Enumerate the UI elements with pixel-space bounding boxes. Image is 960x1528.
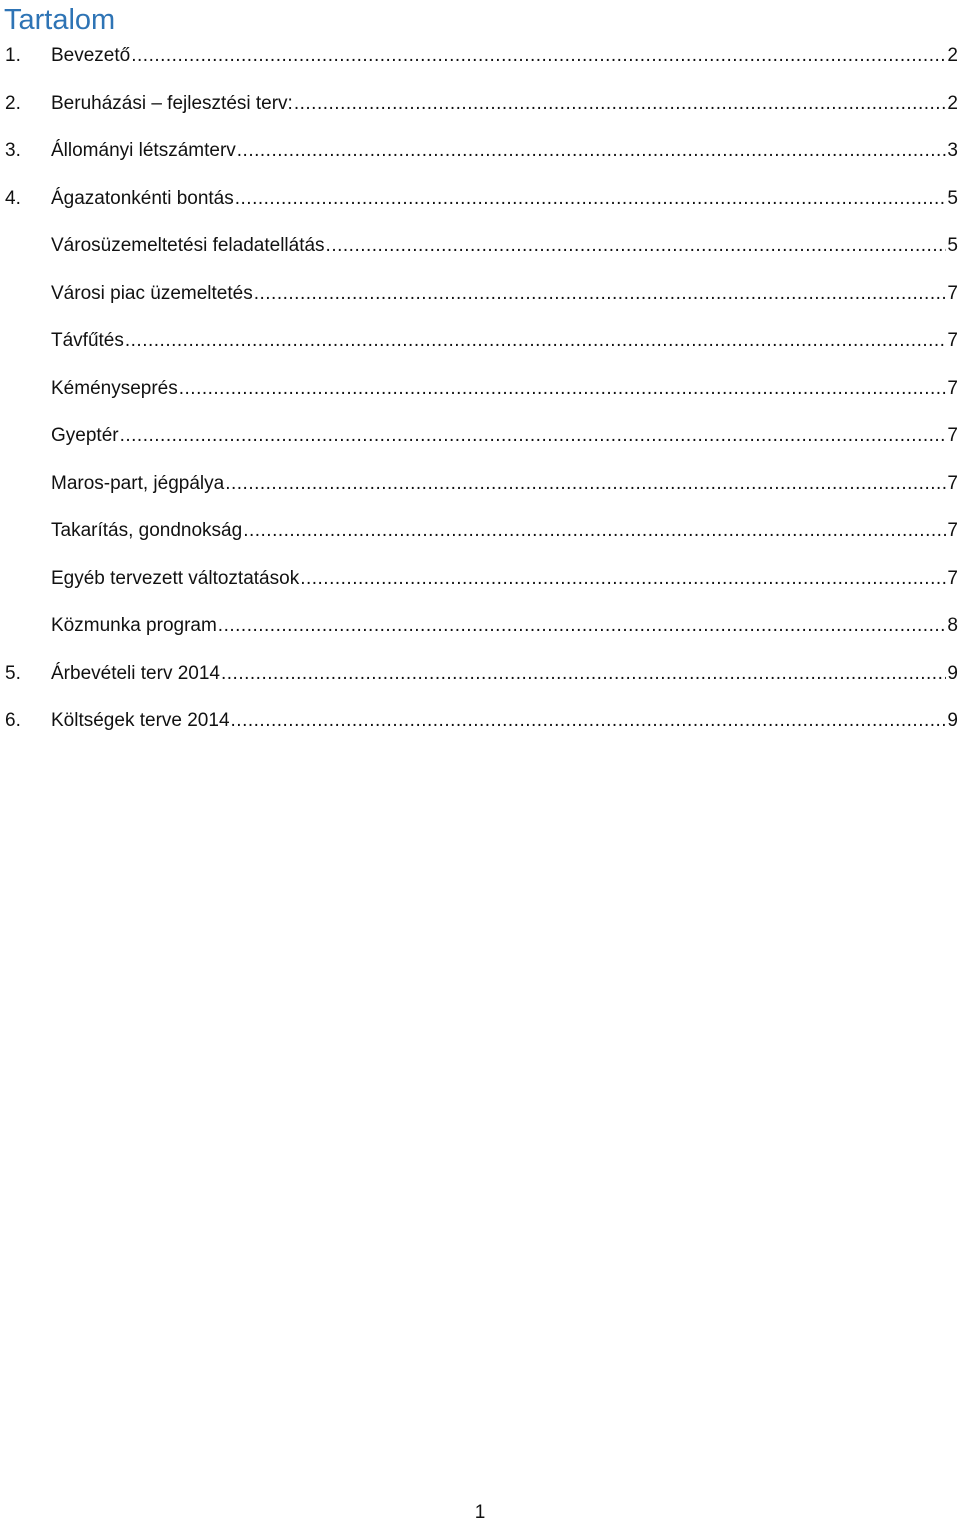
page-number: 1 bbox=[474, 1502, 486, 1523]
toc-entry-label: Távfűtés bbox=[51, 330, 124, 351]
toc-entry[interactable] bbox=[0, 231, 960, 261]
toc-dot-leader bbox=[225, 469, 946, 499]
toc-dot-leader bbox=[218, 611, 947, 641]
toc-entry-page: 7 bbox=[947, 330, 958, 351]
toc-entry-page: 3 bbox=[947, 140, 958, 161]
toc-entry-page: 9 bbox=[947, 710, 958, 731]
toc-entry-page: 7 bbox=[947, 568, 958, 589]
toc-entry-page: 7 bbox=[947, 378, 958, 399]
toc-entry[interactable] bbox=[0, 706, 960, 736]
toc-title: Tartalom bbox=[4, 4, 116, 36]
toc-dot-leader bbox=[231, 706, 947, 736]
toc-entry[interactable] bbox=[0, 469, 960, 499]
toc-entry[interactable] bbox=[0, 611, 960, 641]
toc-entry-number: 5. bbox=[5, 663, 21, 684]
toc-entry-label: Egyéb tervezett változtatások bbox=[51, 568, 300, 589]
toc-entry-page: 8 bbox=[947, 615, 958, 636]
toc-dot-leader bbox=[131, 41, 946, 71]
toc-dot-leader bbox=[179, 374, 947, 404]
toc-entry-label: Állományi létszámterv bbox=[51, 140, 236, 161]
toc-entry-number: 6. bbox=[5, 710, 21, 731]
toc-entry-label: Városi piac üzemeltetés bbox=[51, 283, 253, 304]
toc-entry-page: 7 bbox=[947, 283, 958, 304]
toc-entry-label: Ágazatonkénti bontás bbox=[51, 188, 234, 209]
toc-entry-label: Gyeptér bbox=[51, 425, 119, 446]
toc-entry-page: 7 bbox=[947, 425, 958, 446]
toc-dot-leader bbox=[221, 659, 946, 689]
toc-dot-leader bbox=[326, 231, 947, 261]
toc-entry-page: 5 bbox=[947, 188, 958, 209]
toc-entry-label: Városüzemeltetési feladatellátás bbox=[51, 235, 325, 256]
toc-dot-leader bbox=[120, 421, 947, 451]
toc-entry-label: Árbevételi terv 2014 bbox=[51, 663, 220, 684]
toc-entry-page: 7 bbox=[947, 473, 958, 494]
toc-dot-leader bbox=[243, 516, 946, 546]
toc-entry-page: 2 bbox=[947, 45, 958, 66]
toc-dot-leader bbox=[300, 564, 946, 594]
toc-entry-page: 7 bbox=[947, 520, 958, 541]
toc-dot-leader bbox=[235, 184, 947, 214]
toc-entry[interactable] bbox=[0, 326, 960, 356]
toc-entry[interactable] bbox=[0, 136, 960, 166]
toc-entry-label: Takarítás, gondnokság bbox=[51, 520, 243, 541]
toc-entry[interactable] bbox=[0, 41, 960, 71]
toc-entry-label: Maros-part, jégpálya bbox=[51, 473, 225, 494]
toc-entry-label: Kéményseprés bbox=[51, 378, 178, 399]
toc-dot-leader bbox=[294, 89, 947, 119]
toc-entry-label: Közmunka program bbox=[51, 615, 217, 636]
toc-entry[interactable] bbox=[0, 89, 960, 119]
toc-entry-number: 2. bbox=[5, 93, 21, 114]
toc-entry[interactable] bbox=[0, 659, 960, 689]
toc-entry[interactable] bbox=[0, 184, 960, 214]
toc-entry-number: 1. bbox=[5, 45, 21, 66]
toc-entry[interactable] bbox=[0, 564, 960, 594]
toc-entry[interactable] bbox=[0, 421, 960, 451]
toc-dot-leader bbox=[254, 279, 947, 309]
toc-entry-page: 5 bbox=[947, 235, 958, 256]
toc-entry-number: 3. bbox=[5, 140, 21, 161]
toc-dot-leader bbox=[237, 136, 947, 166]
toc-entry-number: 4. bbox=[5, 188, 21, 209]
toc-entry-label: Beruházási – fejlesztési terv: bbox=[51, 93, 293, 114]
toc-entry-label: Költségek terve 2014 bbox=[51, 710, 230, 731]
toc-entry-label: Bevezető bbox=[51, 45, 131, 66]
toc-entry-page: 9 bbox=[947, 663, 958, 684]
toc-entry[interactable] bbox=[0, 516, 960, 546]
toc-entry[interactable] bbox=[0, 374, 960, 404]
toc-entry-page: 2 bbox=[947, 93, 958, 114]
toc-dot-leader bbox=[125, 326, 947, 356]
toc-entry[interactable] bbox=[0, 279, 960, 309]
